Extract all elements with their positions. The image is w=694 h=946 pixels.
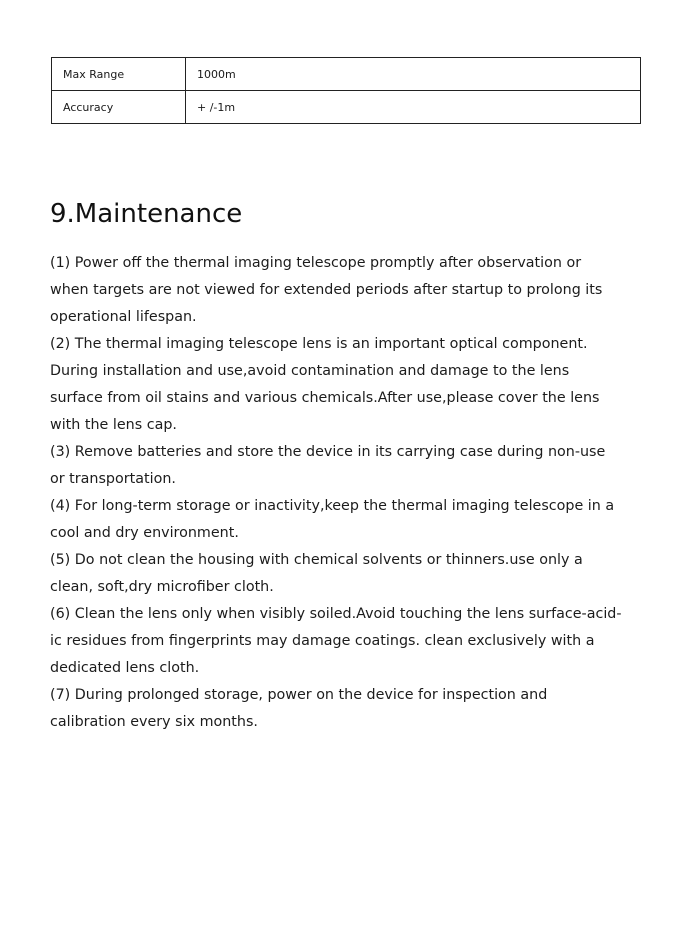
spec-value-accuracy: + /-1m bbox=[186, 91, 641, 124]
text-line: (3) Remove batteries and store the device in its carrying case during non-use bbox=[50, 444, 606, 460]
text-line: (2) The thermal imaging telescope lens is an important optical component. bbox=[50, 336, 588, 352]
text-line: dedicated lens cloth. bbox=[50, 660, 200, 676]
text-line: ic residues from fingerprints may damage coatings. clean exclusively with a bbox=[50, 633, 595, 649]
text-line: (1) Power off the thermal imaging telescope promptly after observation or bbox=[50, 255, 582, 271]
text-line: (4) For long-term storage or inactivity,keep the thermal imaging telescope in a bbox=[50, 498, 615, 514]
section-title: 9.Maintenance bbox=[50, 199, 243, 229]
text-line: or transportation. bbox=[50, 471, 176, 487]
text-line: operational lifespan. bbox=[50, 309, 197, 325]
spec-label-accuracy: Accuracy bbox=[52, 91, 186, 124]
text-line: calibration every six months. bbox=[50, 714, 258, 730]
text-line: (7) During prolonged storage, power on the device for inspection and bbox=[50, 687, 548, 703]
table-row bbox=[52, 58, 641, 91]
maintenance-instructions bbox=[50, 250, 650, 736]
table-row bbox=[52, 91, 641, 124]
text-line: when targets are not viewed for extended periods after startup to prolong its bbox=[50, 282, 603, 298]
text-line: clean, soft,dry microfiber cloth. bbox=[50, 579, 274, 595]
spec-label-max-range: Max Range bbox=[52, 58, 186, 91]
text-line: During installation and use,avoid contamination and damage to the lens bbox=[50, 363, 570, 379]
text-line: (5) Do not clean the housing with chemical solvents or thinners.use only a bbox=[50, 552, 583, 568]
text-line: surface from oil stains and various chemicals.After use,please cover the lens bbox=[50, 390, 600, 406]
text-line: cool and dry environment. bbox=[50, 525, 239, 541]
spec-value-max-range: 1000m bbox=[186, 58, 641, 91]
spec-table bbox=[51, 57, 641, 124]
text-line: (6) Clean the lens only when visibly soiled.Avoid touching the lens surface-acid- bbox=[50, 606, 622, 622]
text-line: with the lens cap. bbox=[50, 417, 177, 433]
